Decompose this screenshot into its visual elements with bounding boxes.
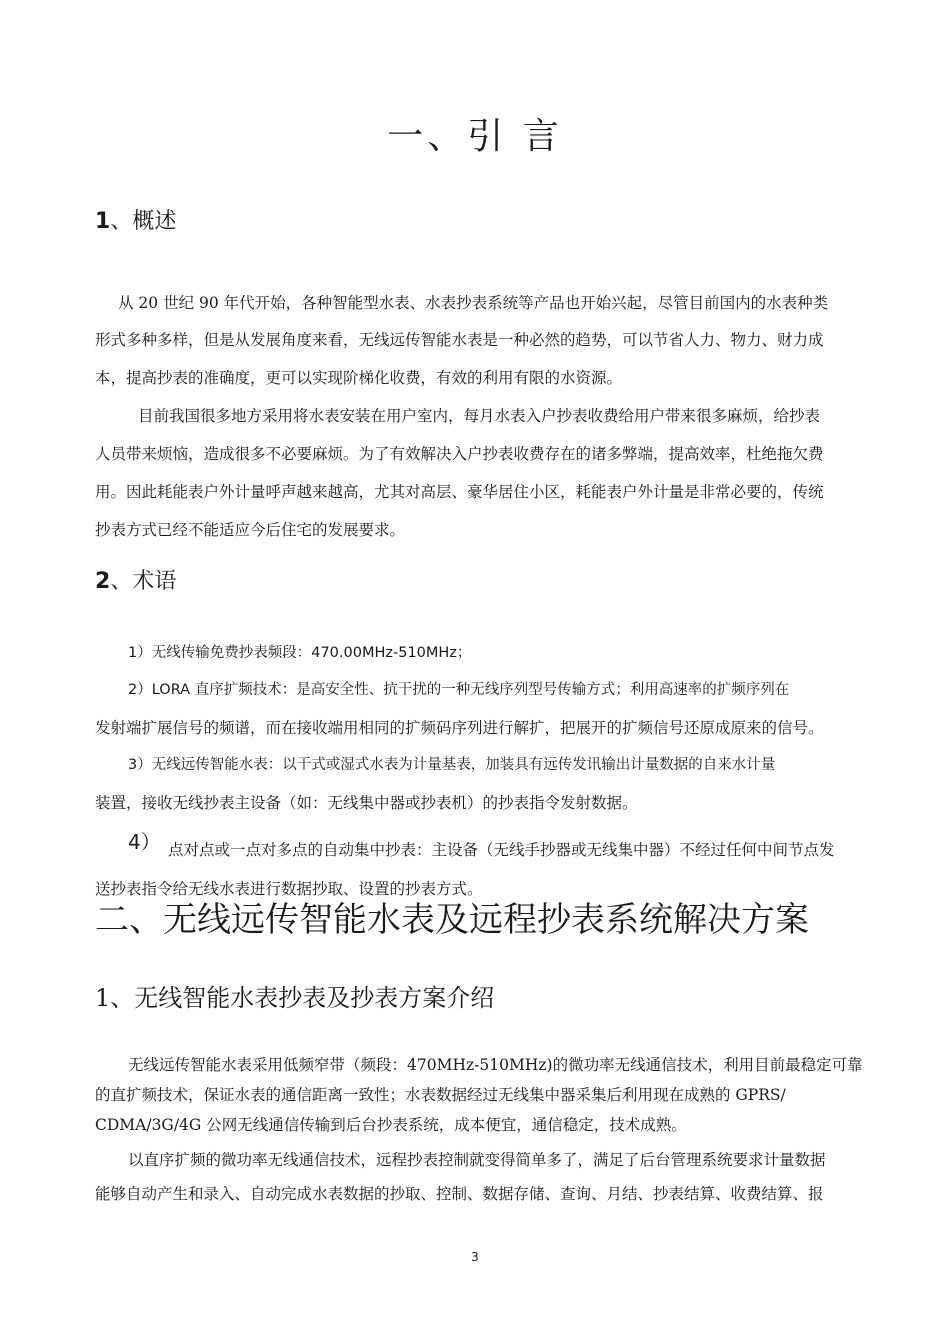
section-title: 二、无线远传智能水表及远程抄表系统解决方案 [95, 900, 809, 940]
paragraph-line: 抄表方式已经不能适应今后住宅的发展要求。 [95, 521, 406, 539]
section-title: 一、引 言 [387, 116, 563, 157]
paragraph-line: 以直序扩频的微功率无线通信技术，远程抄表控制就变得简单多了，满足了后台管理系统要求计量数据 [128, 1151, 826, 1169]
paragraph-line: CDMA/3G/4G 公网无线通信传输到后台抄表系统，成本便宜，通信稳定，技术成熟。 [95, 1116, 687, 1134]
heading-number: 1 [95, 209, 111, 234]
term-item: 2）LORA 直序扩频技术：是高安全性、抗干扰的一种无线序列型号传输方式；利用高速率的扩频序列在 [128, 682, 790, 698]
paragraph-line: 目前我国很多地方采用将水表安装在用户室内，每月水表入户抄表收费给用户带来很多麻烦，给抄表 [138, 407, 821, 425]
term-item: 点对点或一点对多点的自动集中抄表：主设备（无线手抄器或无线集中器）不经过任何中间节点发 [168, 841, 835, 859]
heading-text: 、术语 [110, 569, 177, 594]
term-item: 装置，接收无线抄表主设备（如：无线集中器或抄表机）的抄表指令发射数据。 [95, 794, 638, 812]
paragraph-line: 从 20 世纪 90 年代开始，各种智能型水表、水表抄表系统等产品也开始兴起，尽管目前国内的水表种类 [118, 294, 829, 312]
paragraph-line: 能够自动产生和录入、自动完成水表数据的抄取、控制、数据存储、查询、月结、抄表结算、收费结算、报 [95, 1185, 824, 1203]
paragraph-line: 人员带来烦恼，造成很多不必要麻烦。为了有效解决入户抄表收费存在的诸多弊端，提高效率，杜绝拖欠费 [95, 445, 824, 463]
term-item: 送抄表指令给无线水表进行数据抄取、设置的抄表方式。 [95, 880, 483, 898]
paragraph-line: 本，提高抄表的准确度，更可以实现阶梯化收费，有效的利用有限的水资源。 [95, 369, 623, 387]
term-item: 发射端扩展信号的频谱，而在接收端用相同的扩频码序列进行解扩，把展开的扩频信号还原成原来的信号。 [95, 719, 824, 737]
paragraph-line: 无线远传智能水表采用低频窄带（频段：470MHz-510MHz)的微功率无线通信技术，利用目前最稳定可靠 [128, 1056, 863, 1074]
page-number: 3 [471, 1250, 479, 1264]
terms-heading [95, 564, 176, 595]
term-number: 4） [128, 830, 161, 854]
heading-text: 、概述 [110, 209, 177, 234]
subsection-title: 1、无线智能水表抄表及抄表方案介绍 [95, 984, 495, 1012]
term-item: 3）无线远传智能水表：以干式或湿式水表为计量基表，加装具有远传发讯输出计量数据的自来水计量 [128, 757, 776, 773]
paragraph-line: 的直扩频技术，保证水表的通信距离一致性；水表数据经过无线集中器采集后利用现在成熟的 GPRS/ [95, 1086, 786, 1104]
paragraph-line: 形式多种多样，但是从发展角度来看，无线远传智能水表是一种必然的趋势，可以节省人力、物力、财力成 [95, 331, 824, 349]
overview-heading [95, 204, 176, 235]
heading-number: 2 [95, 569, 111, 594]
paragraph-line: 用。因此耗能表户外计量呼声越来越高，尤其对高层、豪华居住小区，耗能表户外计量是非常必要的，传统 [95, 483, 824, 501]
term-item: 1）无线传输免费抄表频段：470.00MHz-510MHz； [128, 645, 472, 661]
